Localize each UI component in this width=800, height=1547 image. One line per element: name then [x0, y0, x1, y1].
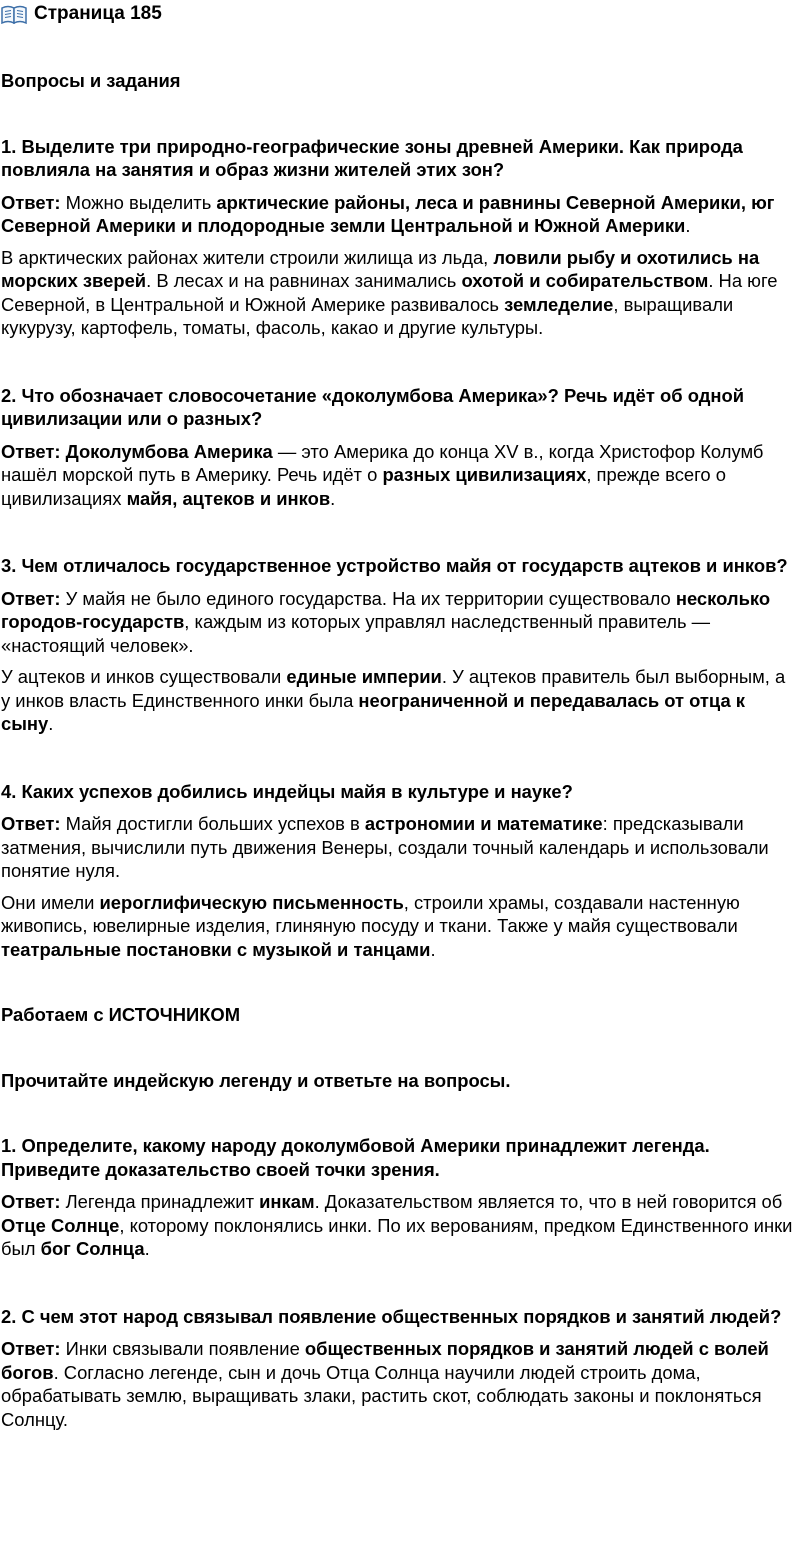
- answer-text: . В лесах и на равнинах занимались: [146, 270, 462, 291]
- source-instruction: Прочитайте индейскую легенду и ответьте на вопросы.: [1, 1069, 511, 1091]
- answer-label: Ответ:: [1, 1191, 61, 1212]
- section-heading: Вопросы и задания: [1, 70, 181, 91]
- source-question-1: 1. Определите, какому народу доколумбовой Америки принадлежит легенда. Приведите доказательство своей точки зрения.: [1, 1135, 710, 1180]
- answer-label: Ответ:: [1, 813, 61, 834]
- answer-text: У майя не было единого государства. На их территории существовало: [60, 587, 676, 609]
- question-1: 1. Выделите три природно-географические зоны древней Америки. Как природа повлияла на занятия и образ жизни жителей этих зон?: [1, 135, 743, 180]
- answer-emphasis: неограниченной и передавалась от отца к сыну: [1, 689, 745, 734]
- answer-text: .: [48, 713, 54, 734]
- answer-emphasis: общественных порядков и занятий людей с волей богов: [1, 1338, 769, 1383]
- answer-label: Ответ:: [1, 191, 61, 213]
- answer-1-paragraph-1: [1, 191, 799, 238]
- answer-label: Ответ:: [1, 1338, 61, 1359]
- answer-text: , выращивали кукурузу, картофель, томаты, фасоль, какао и другие культуры.: [1, 293, 734, 338]
- answer-label: Ответ:: [1, 440, 61, 462]
- answer-3-paragraph-1: [1, 587, 799, 658]
- answer-text: , строили храмы, создавали настенную живопись, ювелирные изделия, глиняную посуду и ткани. Также у майя существовали: [1, 891, 740, 936]
- answer-emphasis: майя, ацтеков и инков: [126, 487, 331, 509]
- answer-text: Инки связывали появление: [60, 1338, 305, 1359]
- answer-text: В арктических районах жители строили жилища из льда,: [1, 246, 494, 268]
- answer-text: . Согласно легенде, сын и дочь Отца Солнца научили людей строить дома, обрабатывать землю, выращивать злаки, растить скот, соблюдать законы и поклоняться Солнцу.: [1, 1361, 762, 1430]
- book-icon: [1, 4, 27, 24]
- page-title: [1, 0, 799, 27]
- answer-text: Можно выделить: [60, 191, 217, 213]
- answer-text: . На юге Северной, в Центральной и Южной Америке развивалось: [1, 270, 778, 315]
- source-question-2: 2. С чем этот народ связывал появление общественных порядков и занятий людей?: [1, 1305, 782, 1327]
- answer-emphasis: ловили рыбу и охотились на морских зверей: [1, 246, 760, 291]
- answer-text: У ацтеков и инков существовали: [1, 666, 287, 687]
- question-2: 2. Что обозначает словосочетание «доколумбова Америка»? Речь идёт об одной цивилизации или о разных?: [1, 384, 745, 429]
- answer-emphasis: разных цивилизациях: [382, 464, 587, 485]
- answer-text: Майя достигли больших успехов в: [60, 813, 365, 834]
- source-heading: Работаем с ИСТОЧНИКОМ: [1, 1004, 241, 1025]
- answer-emphasis: земледелие: [504, 293, 614, 315]
- answer-emphasis: астрономии и математике: [364, 813, 603, 834]
- answer-emphasis: арктические районы, леса и равнины Северной Америки, юг Северной Америки и плодородные земли Центральной и Южной Америки: [1, 191, 775, 236]
- answer-text: .: [144, 1238, 150, 1259]
- answer-emphasis: Отце Солнце: [1, 1214, 120, 1236]
- answer-text: .: [685, 215, 691, 236]
- source-answer-2: [1, 1337, 799, 1431]
- answer-text: , которому поклонялись инки. По их верованиям, предком Единственного инки был: [1, 1214, 793, 1259]
- answer-emphasis: театральные постановки с музыкой и танцами: [1, 938, 431, 960]
- answer-emphasis: несколько городов-государств: [1, 587, 771, 632]
- answer-text: , каждым из которых управлял наследственный правитель — «настоящий человек».: [1, 611, 711, 656]
- answer-emphasis: охотой и собирательством: [461, 270, 709, 291]
- answer-3-paragraph-2: [1, 665, 799, 736]
- answer-text: , прежде всего о цивилизациях: [1, 464, 726, 509]
- answer-text: .: [430, 938, 436, 960]
- page-title-text: Страница 185: [34, 3, 162, 24]
- answer-emphasis: инкам: [259, 1191, 315, 1212]
- answer-2-paragraph-1: [1, 440, 799, 511]
- answer-text: Легенда принадлежит: [60, 1191, 260, 1212]
- answer-text: . У ацтеков правитель был выборным, а у инков власть Единственного инки была: [1, 666, 786, 711]
- answer-emphasis: бог Солнца: [40, 1238, 145, 1259]
- answer-text: : предсказывали затмения, вычислили путь движения Венеры, создали точный календарь и использовали понятие нуля.: [1, 813, 769, 881]
- question-4: 4. Каких успехов добились индейцы майя в культуре и науке?: [1, 780, 573, 802]
- answer-4-paragraph-1: [1, 812, 799, 883]
- answer-text: .: [330, 487, 336, 509]
- answer-emphasis: иероглифическую письменность: [99, 891, 404, 913]
- question-3: 3. Чем отличалось государственное устройство майя от государств ацтеков и инков?: [1, 555, 788, 576]
- answer-label: Ответ:: [1, 587, 61, 609]
- source-answer-1: [1, 1190, 799, 1261]
- answer-text: — это Америка до конца XV в., когда Христофор Колумб нашёл морской путь в Америку. Речь идёт о: [1, 440, 764, 485]
- answer-emphasis: Доколумбова Америка: [65, 440, 273, 462]
- answer-1-paragraph-2: [1, 246, 799, 340]
- answer-4-paragraph-2: [1, 891, 799, 962]
- answer-emphasis: единые империи: [286, 666, 442, 687]
- answer-text: . Доказательством является то, что в ней говорится об: [314, 1191, 783, 1212]
- answer-text: Они имели: [1, 891, 100, 913]
